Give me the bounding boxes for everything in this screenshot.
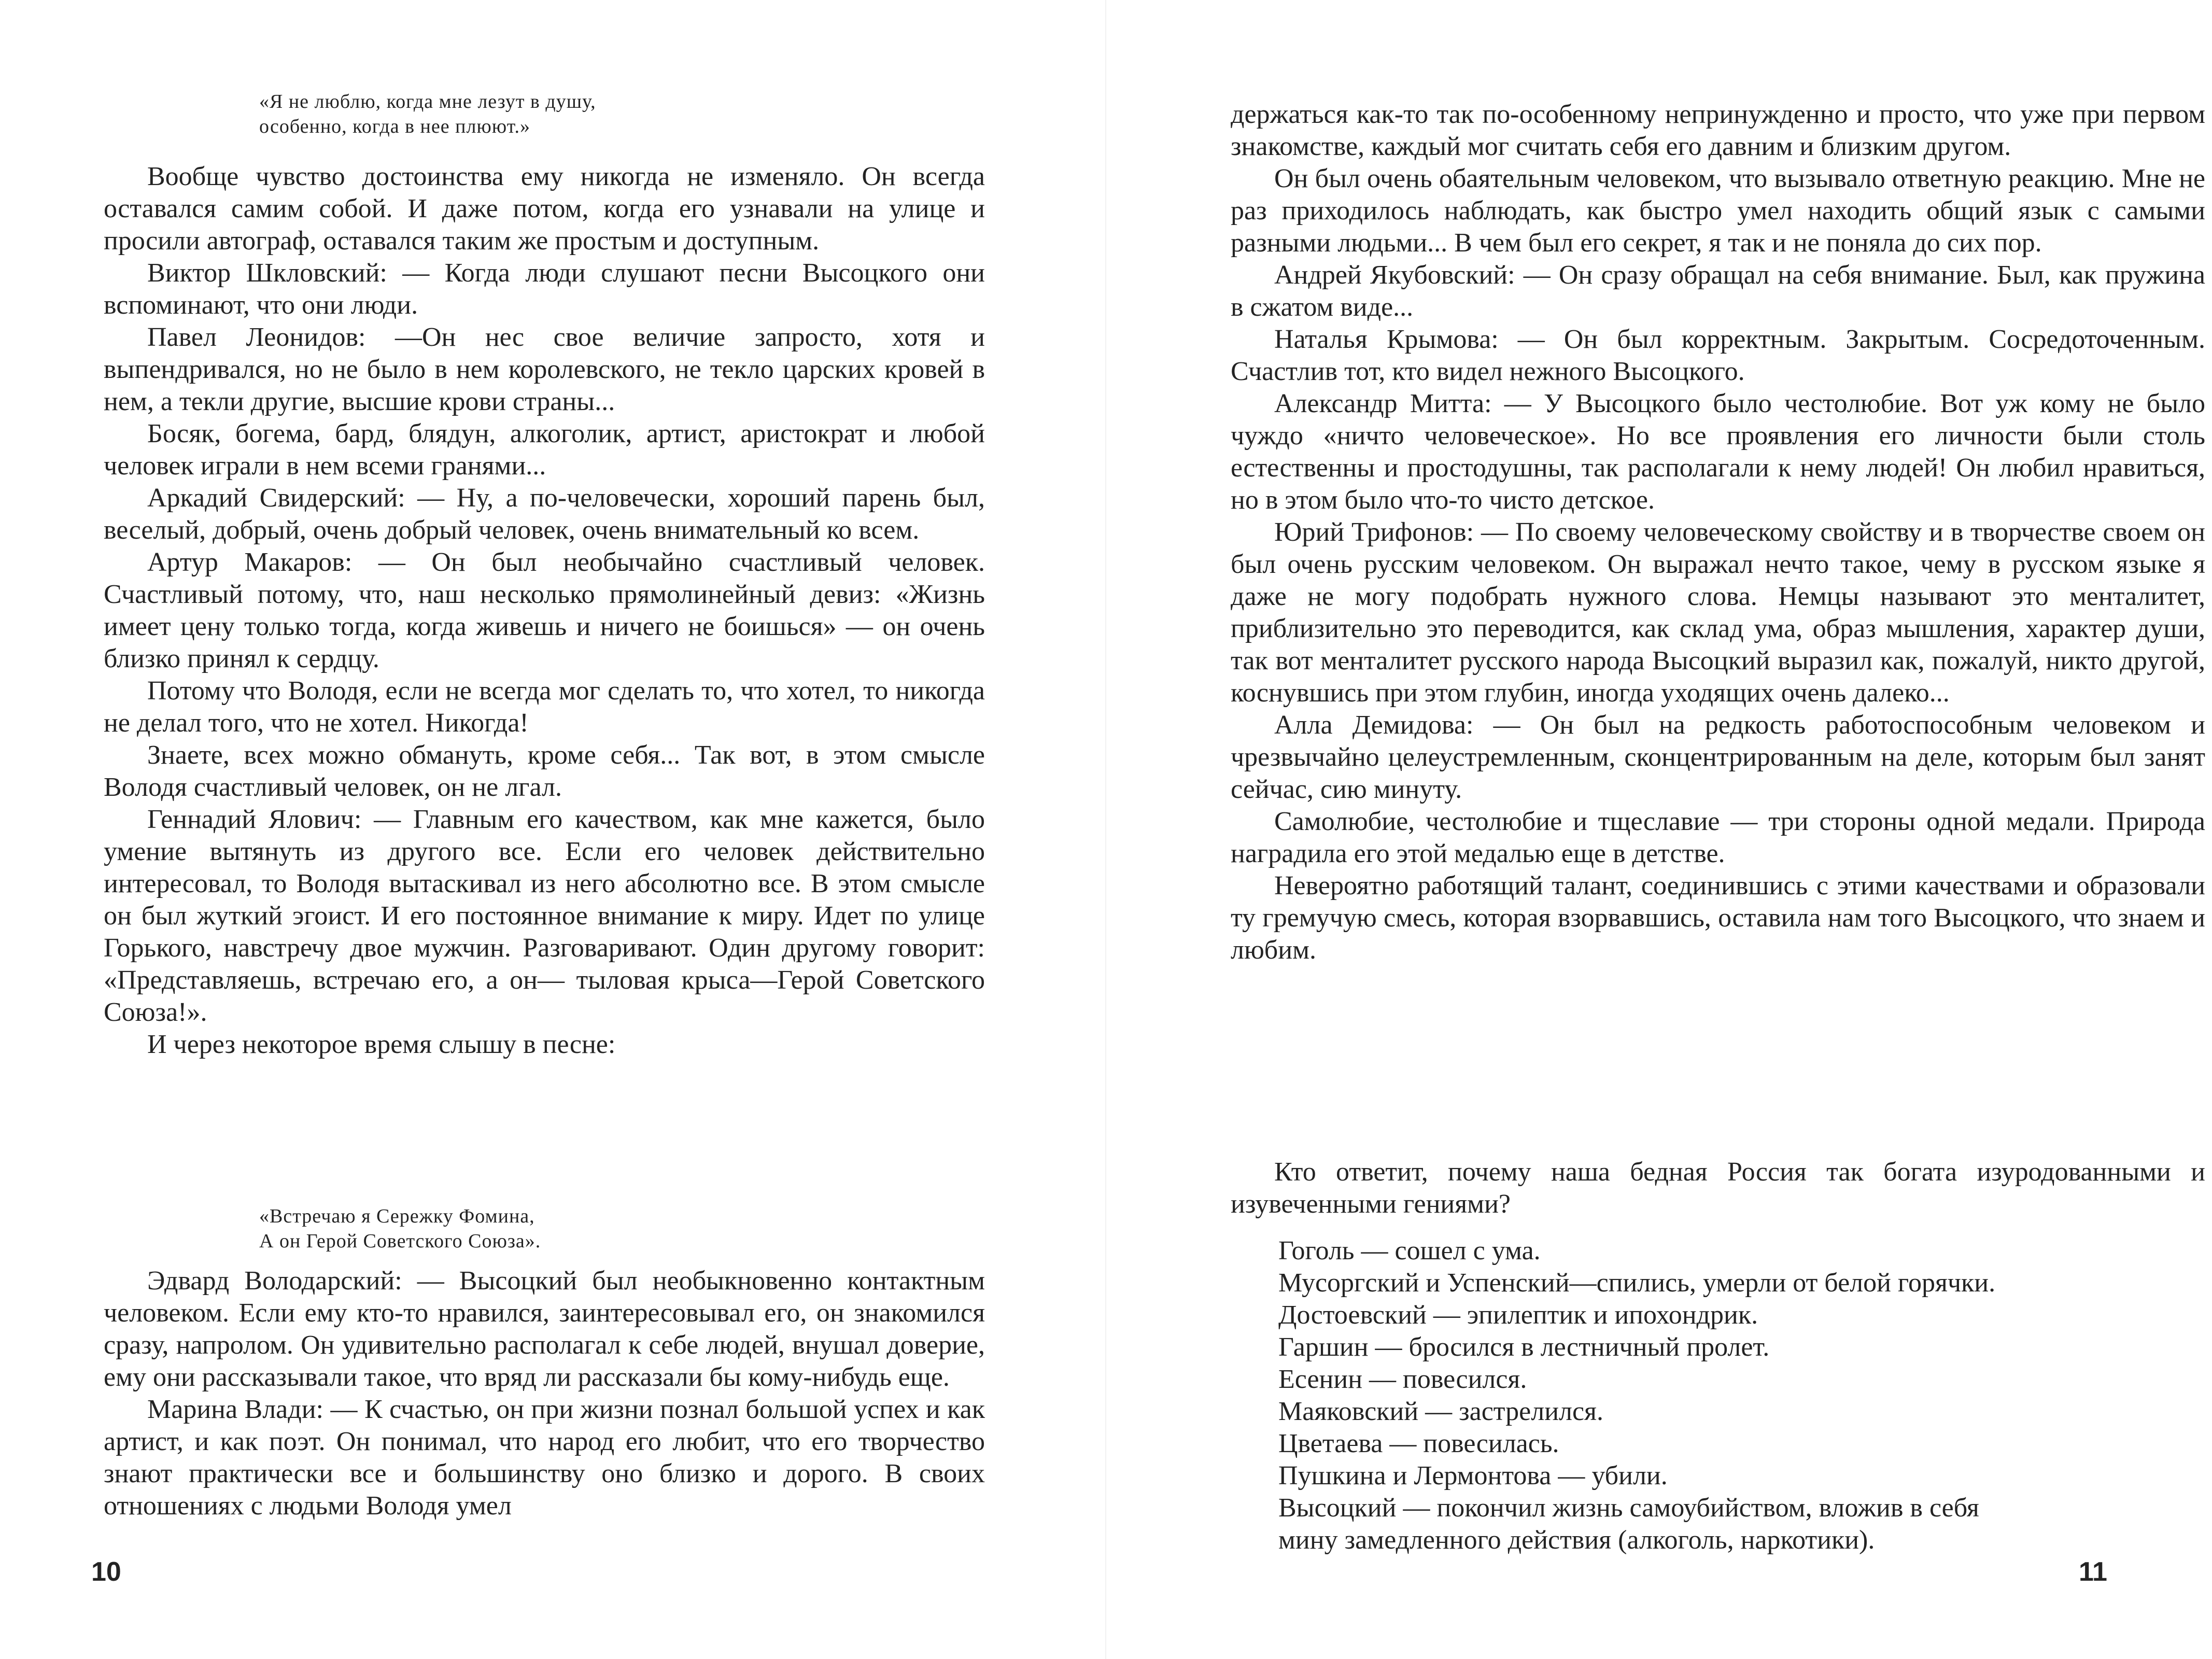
paragraph: Босяк, богема, бард, блядун, алкоголик, артист, аристократ и любой человек играли в нем всеми гранями... (104, 419, 985, 481)
paragraph: Знаете, всех можно обмануть, кроме себя... Так вот, в этом смысле Володя счастливый человек, он не лгал. (104, 740, 985, 802)
paragraph: Александр Митта: — У Высоцкого было честолюбие. Вот уж кому не было чуждо «ничто человеческое». Но все проявления его личности были столь естественны и простодушны, так располагали к нему людей! Он любил нравиться, но в этом было что-то чисто детское. (1231, 389, 2205, 515)
list-line: Пушкина и Лермонтова — убили. (1278, 1461, 1668, 1491)
epigraph-mid (259, 1204, 541, 1254)
paragraph: Эдвард Володарский: — Высоцкий был необыкновенно контактным человеком. Если ему кто-то нравился, заинтересовывал его, он знакомился сразу, напролом. Он удивительно располагал к себе людей, внушал доверие, ему они рассказывали такое, что вряд ли рассказали бы кому-нибудь еще. (104, 1266, 985, 1392)
paragraph: Самолюбие, честолюбие и тщеславие — три стороны одной медали. Природа наградила его этой медалью еще в детстве. (1231, 807, 2205, 868)
paragraph: Он был очень обаятельным человеком, что вызывало ответную реакцию. Мне не раз приходилось наблюдать, как быстро умел находить общий язык с самыми разными людьми... В чем был его секрет, я так и не поняла до сих пор. (1231, 164, 2205, 258)
left-body-block-1 (104, 161, 985, 1061)
paragraph: Юрий Трифонов: — По своему человеческому свойству и в творчестве своем он был очень русским человеком. Он выражал нечто такое, чему в русском языке я даже не могу подобрать нужного слова. Немцы называют это менталитет, приблизительно это переводится, как склад ума, образ мышления, характер души, так вот менталитет русского народа Высоцкий выразил как, пожалуй, никто другой, коснувшись при этом глубин, иногда уходящих очень далеко... (1231, 517, 2205, 708)
right-page (1106, 0, 2212, 1659)
epigraph-line: А он Герой Советского Союза». (259, 1230, 541, 1252)
right-body-block-1 (1231, 99, 2205, 966)
paragraph: держаться как-то так по-особенному непринужденно и просто, что уже при первом знакомстве, каждый мог считать себя его давним и близким другом. (1231, 100, 2205, 161)
paragraph: Виктор Шкловский: — Когда люди слушают песни Высоцкого они вспоминают, что они люди. (104, 258, 985, 320)
page-number-right: 11 (2079, 1557, 2107, 1587)
paragraph: Наталья Крымова: — Он был корректным. Закрытым. Сосредоточенным. Счастлив тот, кто видел нежного Высоцкого. (1231, 325, 2205, 386)
paragraph: Марина Влади: — К счастью, он при жизни познал большой успех и как артист, и как поэт. Он понимал, что народ его любит, что его творчество знают практически все и большинству оно близко и дорого. В своих отношениях с людьми Володя умел (104, 1395, 985, 1521)
paragraph: Потому что Володя, если не всегда мог сделать то, что хотел, то никогда не делал того, что не хотел. Никогда! (104, 676, 985, 738)
paragraph: Кто ответит, почему наша бедная Россия так богата изуродованными и изувеченными гениями? (1231, 1157, 2205, 1219)
list-line: Достоевский — эпилептик и ипохондрик. (1278, 1300, 1758, 1330)
paragraph: И через некоторое время слышу в песне: (147, 1030, 616, 1059)
list-line: Цветаева — повесилась. (1278, 1429, 1559, 1458)
paragraph: Артур Макаров: — Он был необычайно счастливый человек. Счастливый потому, что, наш несколько прямолинейный девиз: «Жизнь имеет цену только тогда, когда живешь и ничего не боишься» — он очень близко принял к сердцу. (104, 547, 985, 673)
page-number-left: 10 (91, 1557, 121, 1587)
paragraph: Аркадий Свидерский: — Ну, а по-человечески, хороший парень был, веселый, добрый, очень добрый человек, очень внимательный ко всем. (104, 483, 985, 545)
left-body-block-2 (104, 1265, 985, 1522)
list-line: Гаршин — бросился в лестничный пролет. (1278, 1332, 1770, 1362)
list-line: Мусоргский и Успенский—спились, умерли от белой горячки. (1278, 1268, 1996, 1298)
paragraph: Невероятно работящий талант, соединившись с этими качествами и образовали ту гремучую смесь, которая взорвавшись, оставила нам того Высоцкого, что знаем и любим. (1231, 871, 2205, 965)
epigraph-line: «Встречаю я Сережку Фомина, (259, 1205, 535, 1227)
paragraph: Андрей Якубовский: — Он сразу обращал на себя внимание. Был, как пружина в сжатом виде... (1231, 260, 2205, 322)
paragraph: Алла Демидова: — Он был на редкость работоспособным человеком и чрезвычайно целеустремленным, сконцентрированным на деле, которым был занят сейчас, сию минуту. (1231, 710, 2205, 804)
list-line: мину замедленного действия (алкоголь, наркотики). (1278, 1525, 1875, 1555)
list-line: Есенин — повесился. (1278, 1365, 1527, 1394)
list-line: Высоцкий — покончил жизнь самоубийством, вложив в себя (1278, 1493, 1979, 1523)
epigraph-line: «Я не люблю, когда мне лезут в душу, (259, 91, 596, 113)
epigraph-top (259, 89, 596, 139)
paragraph: Павел Леонидов: —Он нес свое величие запросто, хотя и выпендривался, но не было в нем королевского, не текло царских кровей в нем, а текли другие, высшие крови страны... (104, 322, 985, 416)
right-body-block-2 (1231, 1156, 2205, 1220)
epigraph-line: особенно, когда в нее плюют.» (259, 116, 530, 137)
paragraph: Вообще чувство достоинства ему никогда не изменяло. Он всегда оставался самим собой. И даже потом, когда его узнавали на улице и просили автограф, оставался таким же простым и доступным. (104, 162, 985, 256)
paragraph: Геннадий Ялович: — Главным его качеством, как мне кажется, было умение вытянуть из другого все. Если его человек действительно интересовал, то Володя вытаскивал из него абсолютно все. В этом смысле он был жуткий эгоист. И его постоянное внимание к миру. Идет по улице Горького, навстречу двое мужчин. Разговаривают. Один другому говорит: «Представляешь, встречаю его, а он— тыловая крыса—Герой Советского Союза!». (104, 805, 985, 1027)
list-line: Гоголь — сошел с ума. (1278, 1236, 1541, 1266)
geniuses-list (1278, 1235, 1995, 1556)
list-line: Маяковский — застрелился. (1278, 1397, 1603, 1426)
